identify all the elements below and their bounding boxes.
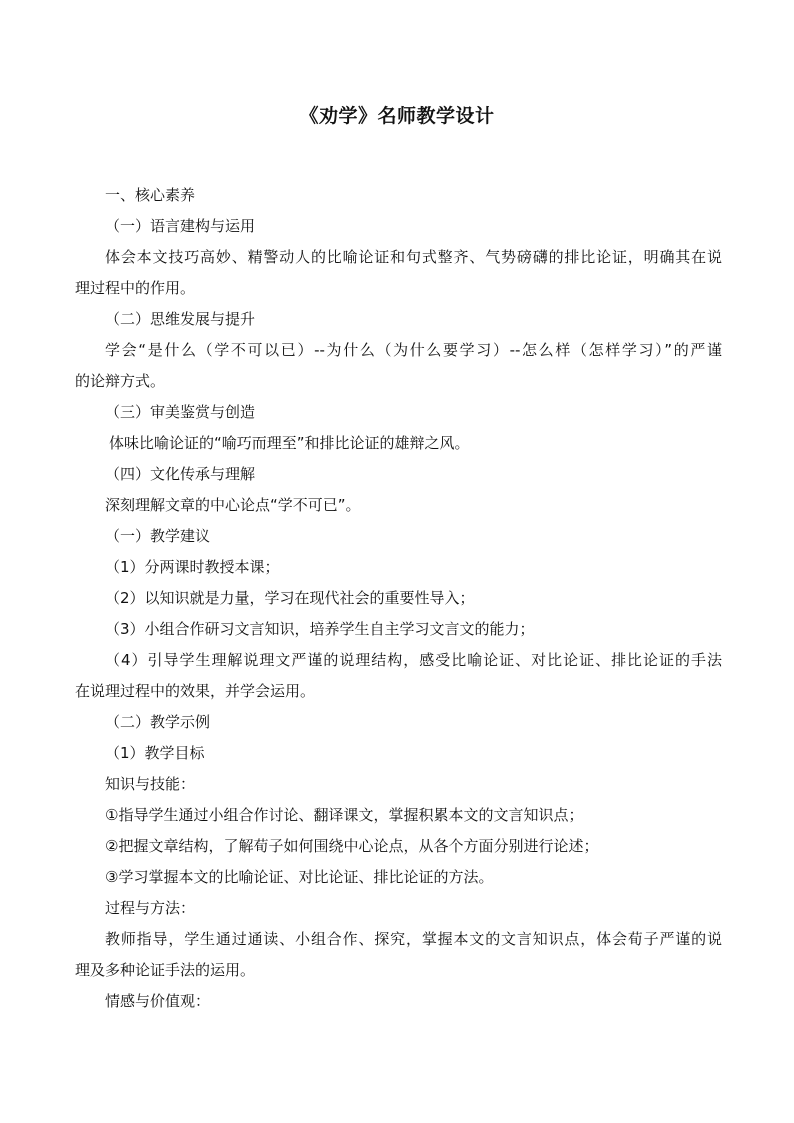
subheading-culture: （四）文化传承与理解 <box>105 465 256 483</box>
list-item: （4）引导学生理解说理文严谨的说理结构，感受比喻论证、对比论证、排比论证的手法 <box>105 651 722 669</box>
label-process-methods: 过程与方法： <box>105 899 196 917</box>
subheading-teaching-advice: （一）教学建议 <box>105 527 211 545</box>
list-item: （2）以知识就是力量，学习在现代社会的重要性导入； <box>105 589 475 607</box>
subheading-teaching-example: （二）教学示例 <box>105 713 211 731</box>
subheading-aesthetics: （三）审美鉴赏与创造 <box>105 403 256 421</box>
paragraph-line: 的论辩方式。 <box>75 372 166 390</box>
paragraph-line: 学会“是什么（学不可以已）--为什么（为什么要学习）--怎么样（怎样学习）”的严谨 <box>105 341 722 359</box>
list-item: （3）小组合作研习文言知识，培养学生自主学习文言文的能力； <box>105 620 535 638</box>
label-knowledge-skills: 知识与技能： <box>105 775 196 793</box>
paragraph-line: 深刻理解文章的中心论点“学不可已”。 <box>105 496 361 514</box>
section-heading-core-literacy: 一、核心素养 <box>105 186 196 204</box>
list-item-continuation: 在说理过程中的效果，并学会运用。 <box>75 682 316 700</box>
list-item: ①指导学生通过小组合作讨论、翻译课文，掌握积累本文的文言知识点； <box>105 806 584 824</box>
paragraph-line: 理过程中的作用。 <box>75 279 196 297</box>
label-emotion-values: 情感与价值观： <box>105 992 211 1010</box>
subheading-language: （一）语言建构与运用 <box>105 217 256 235</box>
paragraph-line: 理及多种论证手法的运用。 <box>75 961 256 979</box>
list-item: （1）分两课时教授本课； <box>105 558 280 576</box>
document-title: 《劝学》名师教学设计 <box>299 105 495 127</box>
paragraph-line: 体会本文技巧高妙、精警动人的比喻论证和句式整齐、气势磅礴的排比论证，明确其在说 <box>105 248 722 266</box>
paragraph-line: 教师指导，学生通过通读、小组合作、探究，掌握本文的文言知识点，体会荀子严谨的说 <box>105 930 722 948</box>
subheading-thinking: （二）思维发展与提升 <box>105 310 256 328</box>
paragraph-line: 体味比喻论证的“喻巧而理至”和排比论证的雄辩之风。 <box>109 434 470 452</box>
list-item: ②把握文章结构，了解荀子如何围绕中心论点，从各个方面分别进行论述； <box>105 837 599 855</box>
list-item: ③学习掌握本文的比喻论证、对比论证、排比论证的方法。 <box>105 868 494 886</box>
subheading-teaching-goals: （1）教学目标 <box>105 744 205 762</box>
